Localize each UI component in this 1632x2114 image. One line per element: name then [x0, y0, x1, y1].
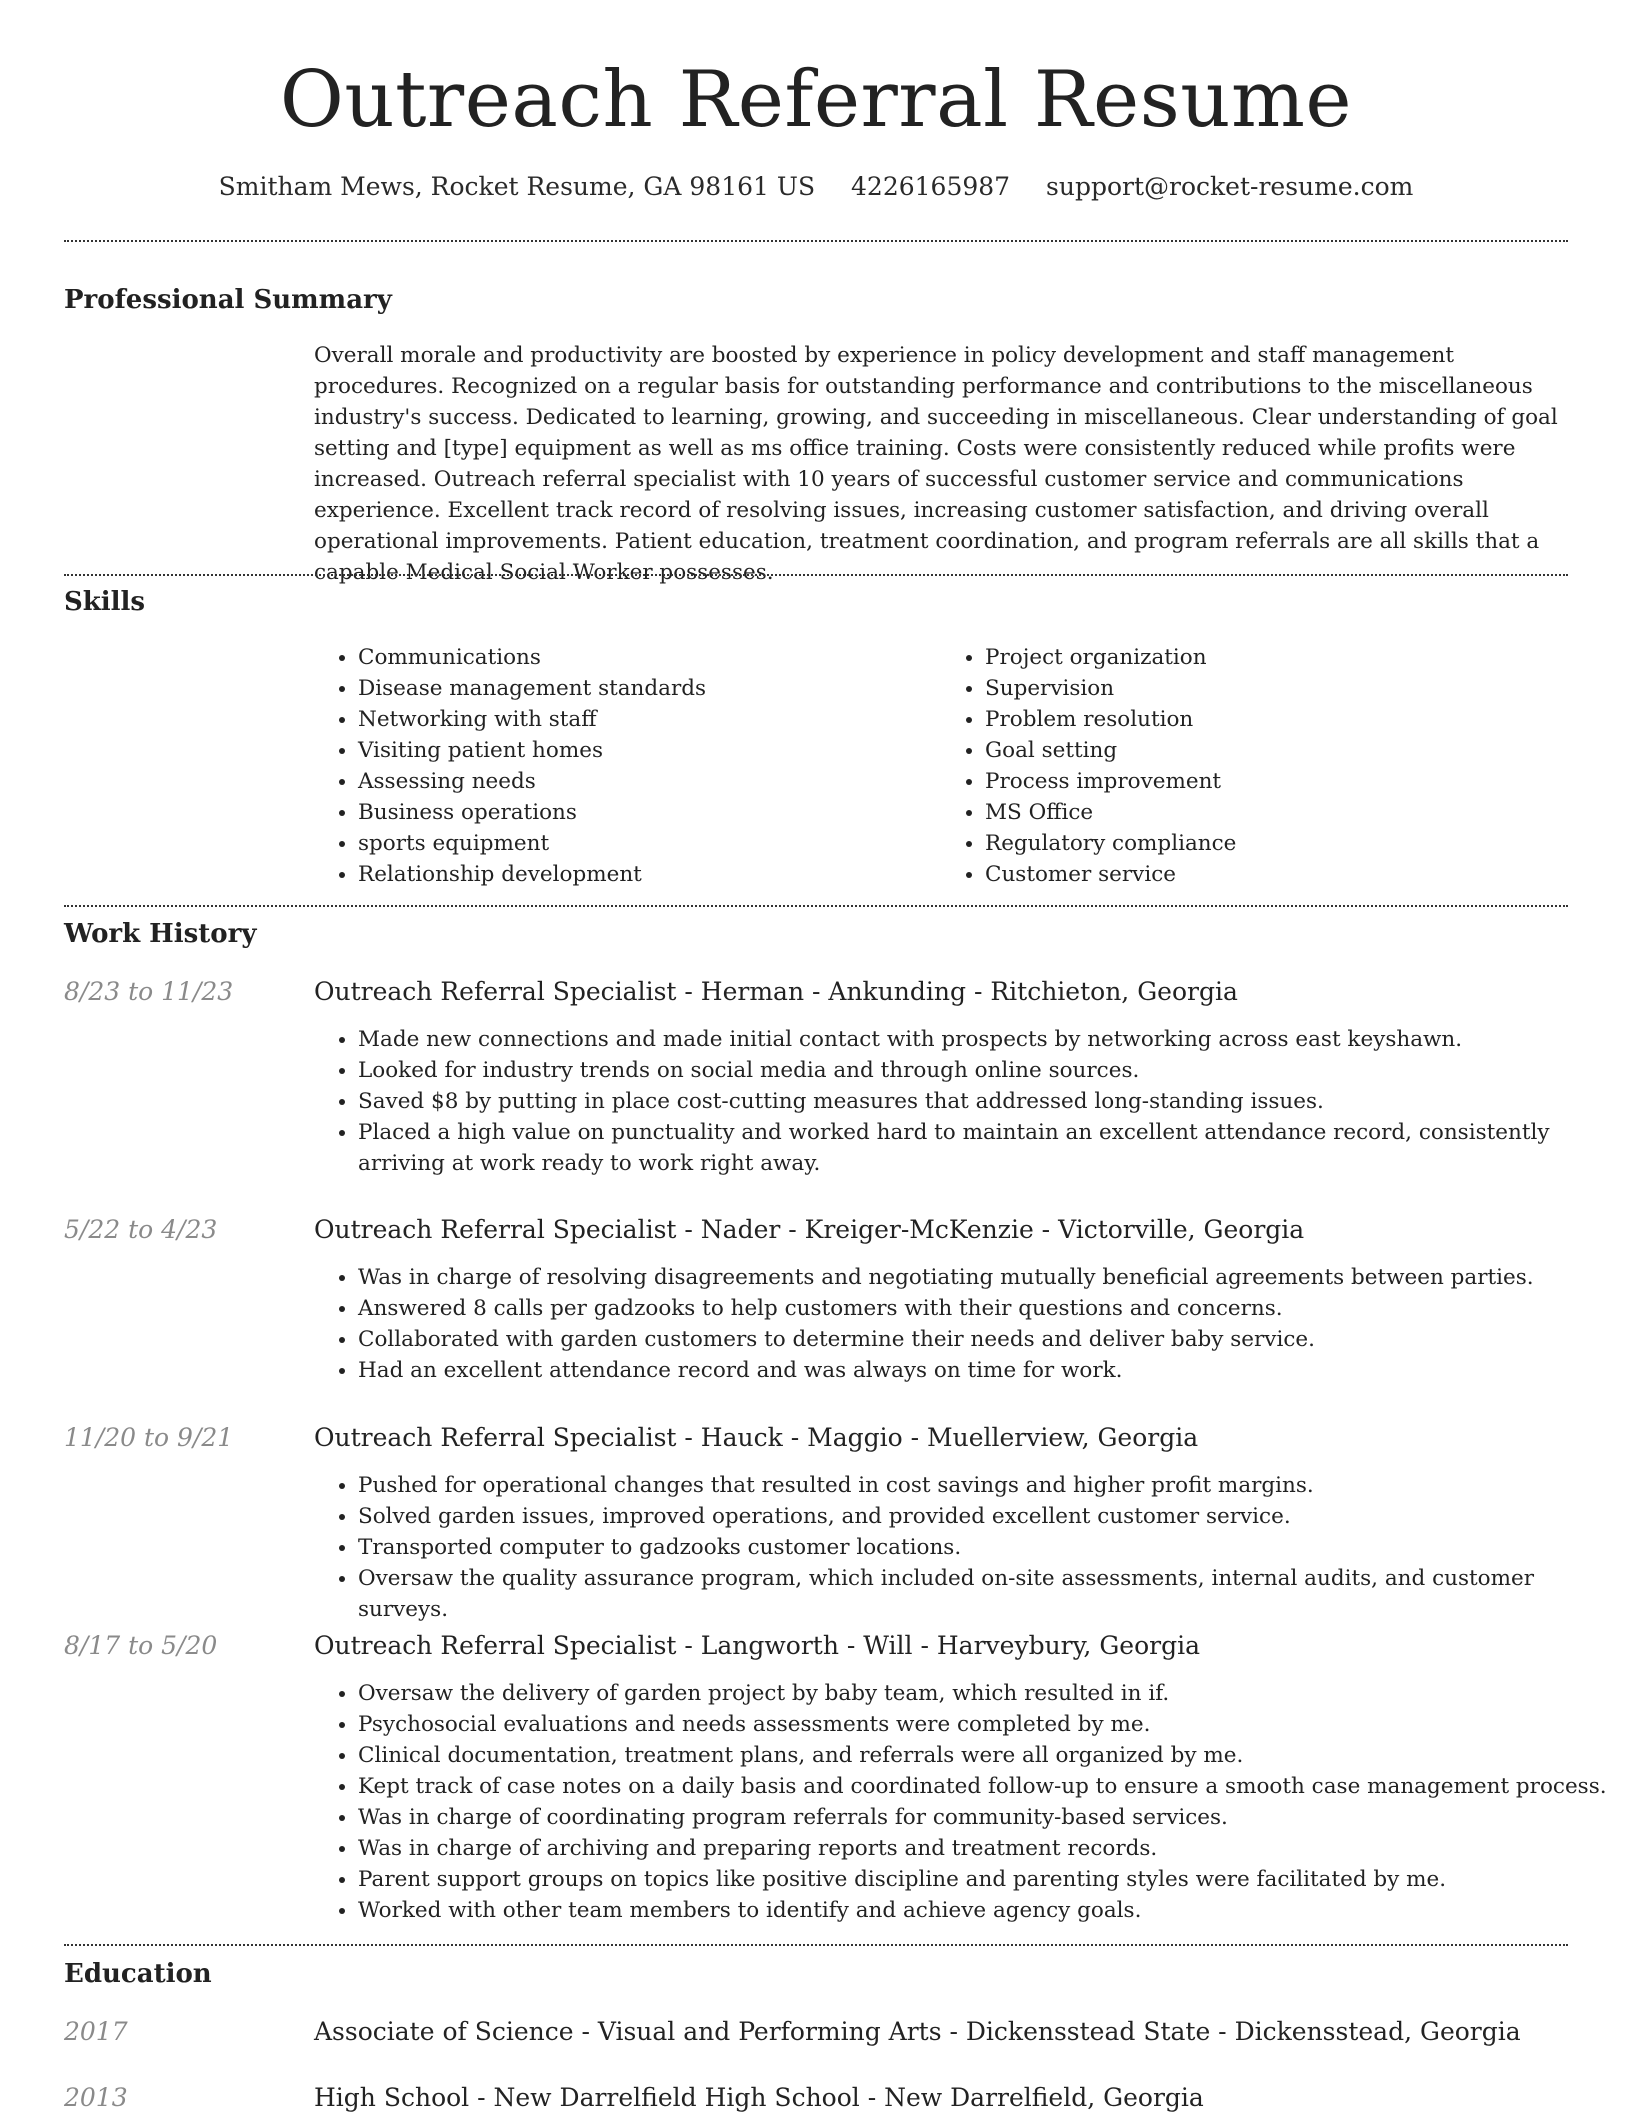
- job-bullet: • Transported computer to gadzooks customer locations.: [358, 1532, 1612, 1563]
- section-divider: [64, 1944, 1568, 1946]
- skill-item: • Project organization: [985, 642, 1568, 673]
- section-divider: [64, 240, 1568, 242]
- skills-body: [314, 642, 1568, 890]
- skill-item: • Regulatory compliance: [985, 828, 1568, 859]
- summary-text: Overall morale and productivity are boosted by experience in policy development and staff management procedures. Recognized on a regular basis for outstanding performance and contributions to the miscellaneous industry's success. Dedicated to learning, growing, and succeeding in miscellaneous. Clear understanding of goal setting and [type] equipment as well as ms office training. Costs were consistently reduced while profits were increased. Outreach referral specialist with 10 years of successful customer service and communications experience. Excellent track record of resolving issues, increasing customer satisfaction, and driving overall operational improvements. Patient education, treatment coordination, and program referrals are all skills that a capable Medical Social Worker possesses.: [314, 343, 1558, 585]
- job-heading: Outreach Referral Specialist - Langworth - Will - Harveybury, Georgia: [314, 1631, 1200, 1660]
- skill-item: • sports equipment: [358, 828, 941, 859]
- section-divider: [64, 905, 1568, 907]
- work-history-heading: Work History: [64, 919, 257, 949]
- summary-section: [64, 284, 1568, 585]
- job-dates: 11/20 to 9/21: [64, 1423, 234, 1452]
- skill-item: • Relationship development: [358, 859, 941, 890]
- resume-header: [0, 0, 1632, 201]
- job-bullet: • Placed a high value on punctuality and worked hard to maintain an excellent attendance record, consistently arriving at work ready to work right away.: [358, 1117, 1612, 1179]
- job-bullet: • Pushed for operational changes that resulted in cost savings and higher profit margins.: [358, 1470, 1612, 1501]
- job-bullet: • Made new connections and made initial contact with prospects by networking across east keyshawn.: [358, 1024, 1612, 1055]
- job-bullet: • Looked for industry trends on social media and through online sources.: [358, 1055, 1612, 1086]
- skill-item: • MS Office: [985, 797, 1568, 828]
- skills-section: [64, 586, 1568, 887]
- skill-item: • Assessing needs: [358, 766, 941, 797]
- job-bullet: • Parent support groups on topics like positive discipline and parenting styles were facilitated by me.: [358, 1864, 1612, 1895]
- contact-phone: 4226165987: [851, 172, 1011, 201]
- contact-address: Smitham Mews, Rocket Resume, GA 98161 US: [218, 172, 816, 201]
- education-year: 2017: [64, 2017, 128, 2046]
- contact-email: support@rocket-resume.com: [1046, 172, 1414, 201]
- job-bullet: • Worked with other team members to identify and achieve agency goals.: [358, 1895, 1612, 1926]
- skill-item: • Business operations: [358, 797, 941, 828]
- job-dates: 8/23 to 11/23: [64, 977, 234, 1006]
- work-history-section: [64, 918, 1607, 1923]
- job-bullet: • Solved garden issues, improved operations, and provided excellent customer service.: [358, 1501, 1612, 1532]
- education-heading-text: High School - New Darrelfield High School - New Darrelfield, Georgia: [314, 2083, 1204, 2112]
- job-heading: Outreach Referral Specialist - Herman - Ankunding - Ritchieton, Georgia: [314, 977, 1238, 1006]
- skill-item: • Customer service: [985, 859, 1568, 890]
- job-bullet: • Saved $8 by putting in place cost-cutting measures that addressed long-standing issues.: [358, 1086, 1612, 1117]
- skill-item: • Disease management standards: [358, 673, 941, 704]
- education-heading: Education: [64, 1959, 212, 1989]
- job-bullet: • Was in charge of resolving disagreements and negotiating mutually beneficial agreements between parties.: [358, 1262, 1612, 1293]
- job-bullet: • Was in charge of archiving and preparing reports and treatment records.: [358, 1833, 1612, 1864]
- skills-columns: [314, 642, 1568, 890]
- skills-list-right: [941, 642, 1568, 890]
- job-heading: Outreach Referral Specialist - Nader - Kreiger-McKenzie - Victorville, Georgia: [314, 1215, 1305, 1244]
- job-bullets: [314, 1678, 1612, 1926]
- section-divider: [64, 574, 1568, 576]
- job-dates: 5/22 to 4/23: [64, 1215, 218, 1244]
- job-bullet: • Had an excellent attendance record and was always on time for work.: [358, 1355, 1612, 1386]
- education-year: 2013: [64, 2083, 128, 2112]
- skill-item: • Communications: [358, 642, 941, 673]
- job-bullets: [314, 1024, 1612, 1179]
- job-bullet: • Psychosocial evaluations and needs assessments were completed by me.: [358, 1709, 1612, 1740]
- summary-heading: Professional Summary: [64, 285, 392, 315]
- skill-item: • Problem resolution: [985, 704, 1568, 735]
- skill-item: • Goal setting: [985, 735, 1568, 766]
- skill-item: • Supervision: [985, 673, 1568, 704]
- job-bullet: • Clinical documentation, treatment plans, and referrals were all organized by me.: [358, 1740, 1612, 1771]
- skill-item: • Process improvement: [985, 766, 1568, 797]
- job-bullet: • Was in charge of coordinating program referrals for community-based services.: [358, 1802, 1612, 1833]
- resume-title: Outreach Referral Resume: [279, 55, 1353, 145]
- skills-list-left: [314, 642, 941, 890]
- job-bullets: [314, 1470, 1612, 1625]
- job-bullet: • Oversaw the delivery of garden project by baby team, which resulted in if.: [358, 1678, 1612, 1709]
- education-section: [64, 1958, 1568, 2112]
- job-bullet: • Answered 8 calls per gadzooks to help customers with their questions and concerns.: [358, 1293, 1612, 1324]
- skill-item: • Networking with staff: [358, 704, 941, 735]
- job-bullet: • Kept track of case notes on a daily basis and coordinated follow-up to ensure a smooth case management process.: [358, 1771, 1612, 1802]
- skills-heading: Skills: [64, 587, 146, 617]
- education-heading-text: Associate of Science - Visual and Performing Arts - Dickensstead State - Dickensstead, Georgia: [314, 2017, 1521, 2046]
- job-dates: 8/17 to 5/20: [64, 1631, 218, 1660]
- job-bullets: [314, 1262, 1612, 1386]
- summary-body: [314, 340, 1568, 588]
- job-bullet: • Oversaw the quality assurance program, which included on-site assessments, internal audits, and customer surveys.: [358, 1563, 1612, 1625]
- skill-item: • Visiting patient homes: [358, 735, 941, 766]
- job-heading: Outreach Referral Specialist - Hauck - Maggio - Muellerview, Georgia: [314, 1423, 1199, 1452]
- job-bullet: • Collaborated with garden customers to determine their needs and deliver baby service.: [358, 1324, 1612, 1355]
- contact-line: [0, 172, 1632, 201]
